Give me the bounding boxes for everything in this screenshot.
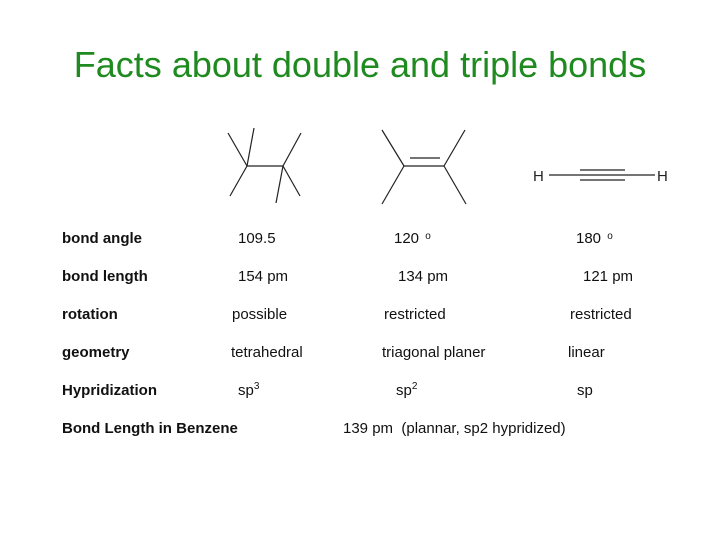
bond-length-alkene: 134 pm: [398, 268, 449, 285]
slide-title: Facts about double and triple bonds: [73, 44, 647, 85]
bond-length-alkyne: 121 pm: [583, 268, 634, 285]
bond-angle-alkyne: 180: [576, 230, 602, 247]
row-label-geometry: geometry: [62, 344, 130, 361]
bond-angle-alkyne-cell: [576, 230, 613, 247]
benzene-value: 139 pm (plannar, sp2 hypridized): [343, 420, 566, 437]
ethyne-right-atom: H: [657, 168, 668, 185]
rotation-alkane: possible: [232, 306, 288, 323]
hybridization-alkyne: sp: [577, 382, 593, 399]
ethyne-left-atom: H: [533, 168, 544, 185]
ethyne-structure: [549, 170, 655, 180]
bond-angle-alkane: 109.5: [238, 230, 276, 247]
row-label-bond-angle: bond angle: [62, 230, 142, 247]
row-label-hybridization: Hypridization: [62, 382, 158, 399]
row-label-rotation: rotation: [62, 306, 118, 323]
hybridization-alkene-cell: [396, 382, 417, 399]
ethane-structure: [228, 128, 301, 203]
hybridization-alkane-superscript: 3: [253, 381, 260, 392]
row-label-bond-length: bond length: [62, 268, 148, 285]
geometry-alkane: tetrahedral: [231, 344, 303, 361]
geometry-alkyne: linear: [568, 344, 605, 361]
bond-length-alkane: 154 pm: [238, 268, 289, 285]
geometry-alkene: triagonal planer: [382, 344, 486, 361]
bond-angle-alkene-cell: [394, 230, 431, 247]
degree-mark: o: [607, 231, 613, 242]
rotation-alkyne: restricted: [570, 306, 632, 323]
hybridization-alkene: sp: [396, 382, 412, 399]
hybridization-alkane-cell: [238, 382, 259, 399]
hybridization-alkene-superscript: 2: [411, 381, 418, 392]
degree-mark: o: [425, 231, 431, 242]
benzene-label: Bond Length in Benzene: [62, 420, 238, 437]
rotation-alkene: restricted: [384, 306, 446, 323]
bond-angle-alkene: 120: [394, 230, 420, 247]
ethene-structure: [382, 130, 466, 204]
hybridization-alkane: sp: [238, 382, 254, 399]
